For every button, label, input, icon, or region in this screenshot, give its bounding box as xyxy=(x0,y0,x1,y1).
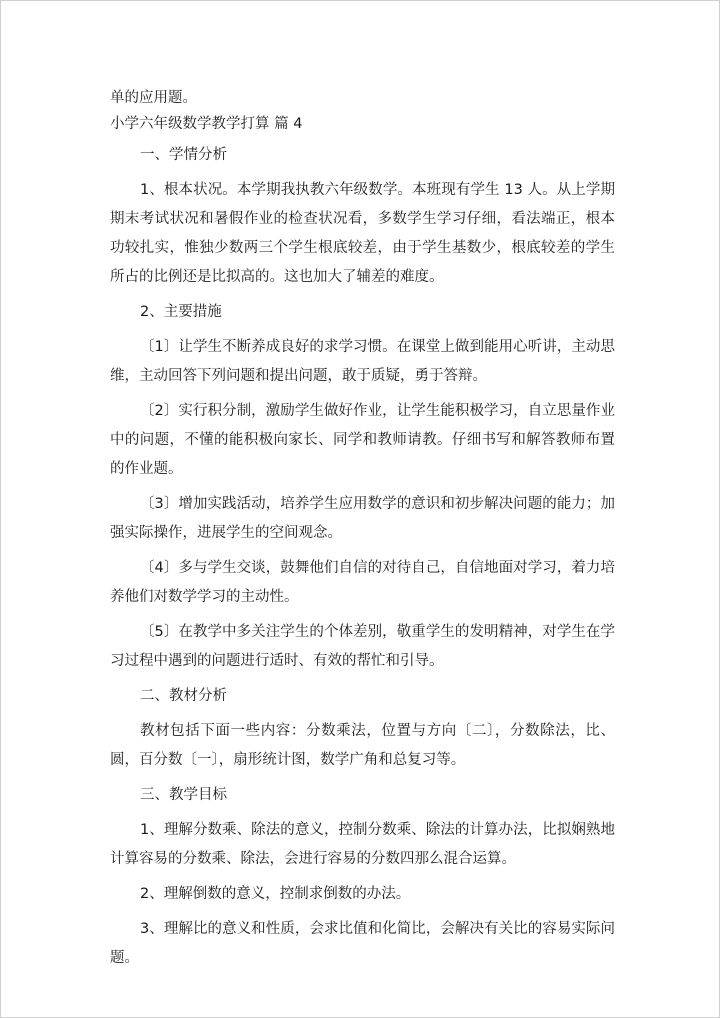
paragraph-goal-1: 1、理解分数乘、除法的意义，控制分数乘、除法的计算办法，比拟娴熟地计算容易的分数乘、除法，会进行容易的分数四那么混合运算。 xyxy=(110,822,615,867)
paragraph-measure-4: 〔4〕多与学生交谈，鼓舞他们自信的对待自己，自信地面对学习，着力培养他们对数学学习的主动性。 xyxy=(110,560,615,605)
text-line-continuation: 单的应用题。 xyxy=(110,90,197,106)
paragraph-measure-5: 〔5〕在教学中多关注学生的个体差别，敬重学生的发明精神，对学生在学习过程中遇到的问题进行适时、有效的帮忙和引导。 xyxy=(110,624,615,669)
section-title: 小学六年级数学教学打算 篇 4 xyxy=(110,116,303,132)
heading-material-analysis: 二、教材分析 xyxy=(140,688,227,704)
paragraph-goal-3: 3、理解比的意义和性质，会求比值和化简比，会解决有关比的容易实际问题。 xyxy=(110,921,615,966)
paragraph-measure-3: 〔3〕增加实践活动，培养学生应用数学的意识和初步解决问题的能力；加强实际操作，进展学生的空间观念。 xyxy=(110,496,615,541)
paragraph-goal-2: 2、理解倒数的意义，控制求倒数的办法。 xyxy=(140,886,411,902)
paragraph-measure-1: 〔1〕让学生不断养成良好的求学习惯。在课堂上做到能用心听讲，主动思维，主动回答下列问题和提出问题，敢于质疑，勇于答辩。 xyxy=(110,339,615,384)
paragraph-basic-situation: 1、根本状况。本学期我执教六年级数学。本班现有学生 13 人。从上学期期末考试状况和暑假作业的检查状况看，多数学生学习仔细，看法端正，根本功较扎实，惟独少数两三个学生根底较差，由于学生基数少，根底较差的学生所占的比例还是比拟高的。这也加大了辅差的难度。 xyxy=(110,182,615,285)
heading-learning-analysis: 一、学情分析 xyxy=(140,147,227,163)
document-body xyxy=(110,85,615,973)
heading-teaching-goals: 三、教学目标 xyxy=(140,787,227,803)
paragraph-measure-2: 〔2〕实行积分制，激励学生做好作业，让学生能积极学习，自立思量作业中的问题，不懂的能积极向家长、同学和教师请教。仔细书写和解答教师布置的作业题。 xyxy=(110,403,615,477)
paragraph-material-content: 教材包括下面一些内容：分数乘法，位置与方向〔二〕，分数除法，比、圆，百分数〔一〕，扇形统计图，数学广角和总复习等。 xyxy=(110,723,615,768)
heading-main-measures: 2、主要措施 xyxy=(140,304,222,320)
